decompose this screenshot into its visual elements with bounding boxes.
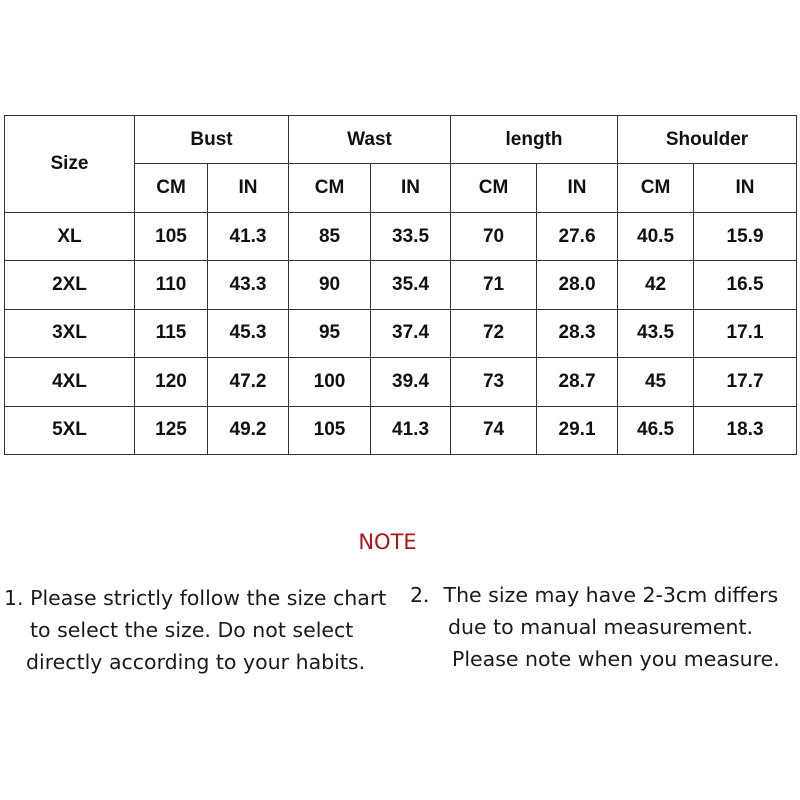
value-cell: 95 [289, 309, 371, 357]
value-cell: 105 [289, 406, 371, 454]
note-item-2-line-1: 2．The size may have 2-3cm differs [410, 583, 779, 607]
table-row [5, 406, 797, 454]
value-cell: 72 [451, 309, 537, 357]
size-cell: 4XL [5, 358, 135, 406]
value-cell: 49.2 [208, 406, 289, 454]
value-cell: 70 [451, 212, 537, 260]
note-item-1 [4, 582, 386, 678]
value-cell: 28.0 [537, 261, 618, 309]
size-cell: 5XL [5, 406, 135, 454]
value-cell: 37.4 [371, 309, 451, 357]
size-chart-table [4, 115, 797, 455]
unit-header-cm: CM [618, 164, 694, 212]
size-cell: 3XL [5, 309, 135, 357]
value-cell: 45 [618, 358, 694, 406]
value-cell: 17.1 [694, 309, 797, 357]
value-cell: 28.3 [537, 309, 618, 357]
value-cell: 28.7 [537, 358, 618, 406]
length-header: length [451, 116, 618, 164]
value-cell: 18.3 [694, 406, 797, 454]
value-cell: 90 [289, 261, 371, 309]
value-cell: 85 [289, 212, 371, 260]
value-cell: 100 [289, 358, 371, 406]
size-cell: 2XL [5, 261, 135, 309]
value-cell: 120 [135, 358, 208, 406]
unit-header-in: IN [208, 164, 289, 212]
table-row [5, 261, 797, 309]
value-cell: 43.3 [208, 261, 289, 309]
value-cell: 27.6 [537, 212, 618, 260]
value-cell: 41.3 [208, 212, 289, 260]
bust-header: Bust [135, 116, 289, 164]
table-row [5, 358, 797, 406]
value-cell: 29.1 [537, 406, 618, 454]
size-header: Size [5, 116, 135, 213]
note-item-2-line-2: due to manual measurement. [448, 615, 754, 639]
unit-header-in: IN [371, 164, 451, 212]
note-item-1-line-2: to select the size. Do not select [30, 618, 354, 642]
value-cell: 110 [135, 261, 208, 309]
note-item-1-line-3: directly according to your habits. [26, 650, 366, 674]
unit-header-cm: CM [289, 164, 371, 212]
value-cell: 39.4 [371, 358, 451, 406]
group-header-row [5, 116, 797, 164]
value-cell: 40.5 [618, 212, 694, 260]
value-cell: 17.7 [694, 358, 797, 406]
table-row [5, 309, 797, 357]
value-cell: 41.3 [371, 406, 451, 454]
note-title: NOTE [358, 530, 417, 554]
unit-header-cm: CM [451, 164, 537, 212]
value-cell: 42 [618, 261, 694, 309]
value-cell: 45.3 [208, 309, 289, 357]
value-cell: 115 [135, 309, 208, 357]
value-cell: 71 [451, 261, 537, 309]
value-cell: 35.4 [371, 261, 451, 309]
value-cell: 16.5 [694, 261, 797, 309]
value-cell: 33.5 [371, 212, 451, 260]
note-item-2-line-3: Please note when you measure. [452, 647, 780, 671]
unit-header-in: IN [694, 164, 797, 212]
value-cell: 47.2 [208, 358, 289, 406]
value-cell: 46.5 [618, 406, 694, 454]
shoulder-header: Shoulder [618, 116, 797, 164]
value-cell: 125 [135, 406, 208, 454]
unit-header-cm: CM [135, 164, 208, 212]
value-cell: 15.9 [694, 212, 797, 260]
value-cell: 73 [451, 358, 537, 406]
value-cell: 74 [451, 406, 537, 454]
unit-header-in: IN [537, 164, 618, 212]
size-cell: XL [5, 212, 135, 260]
note-item-2 [410, 579, 780, 675]
table-row [5, 212, 797, 260]
value-cell: 105 [135, 212, 208, 260]
value-cell: 43.5 [618, 309, 694, 357]
waist-header: Wast [289, 116, 451, 164]
note-item-1-line-1: 1. Please strictly follow the size chart [4, 586, 387, 610]
